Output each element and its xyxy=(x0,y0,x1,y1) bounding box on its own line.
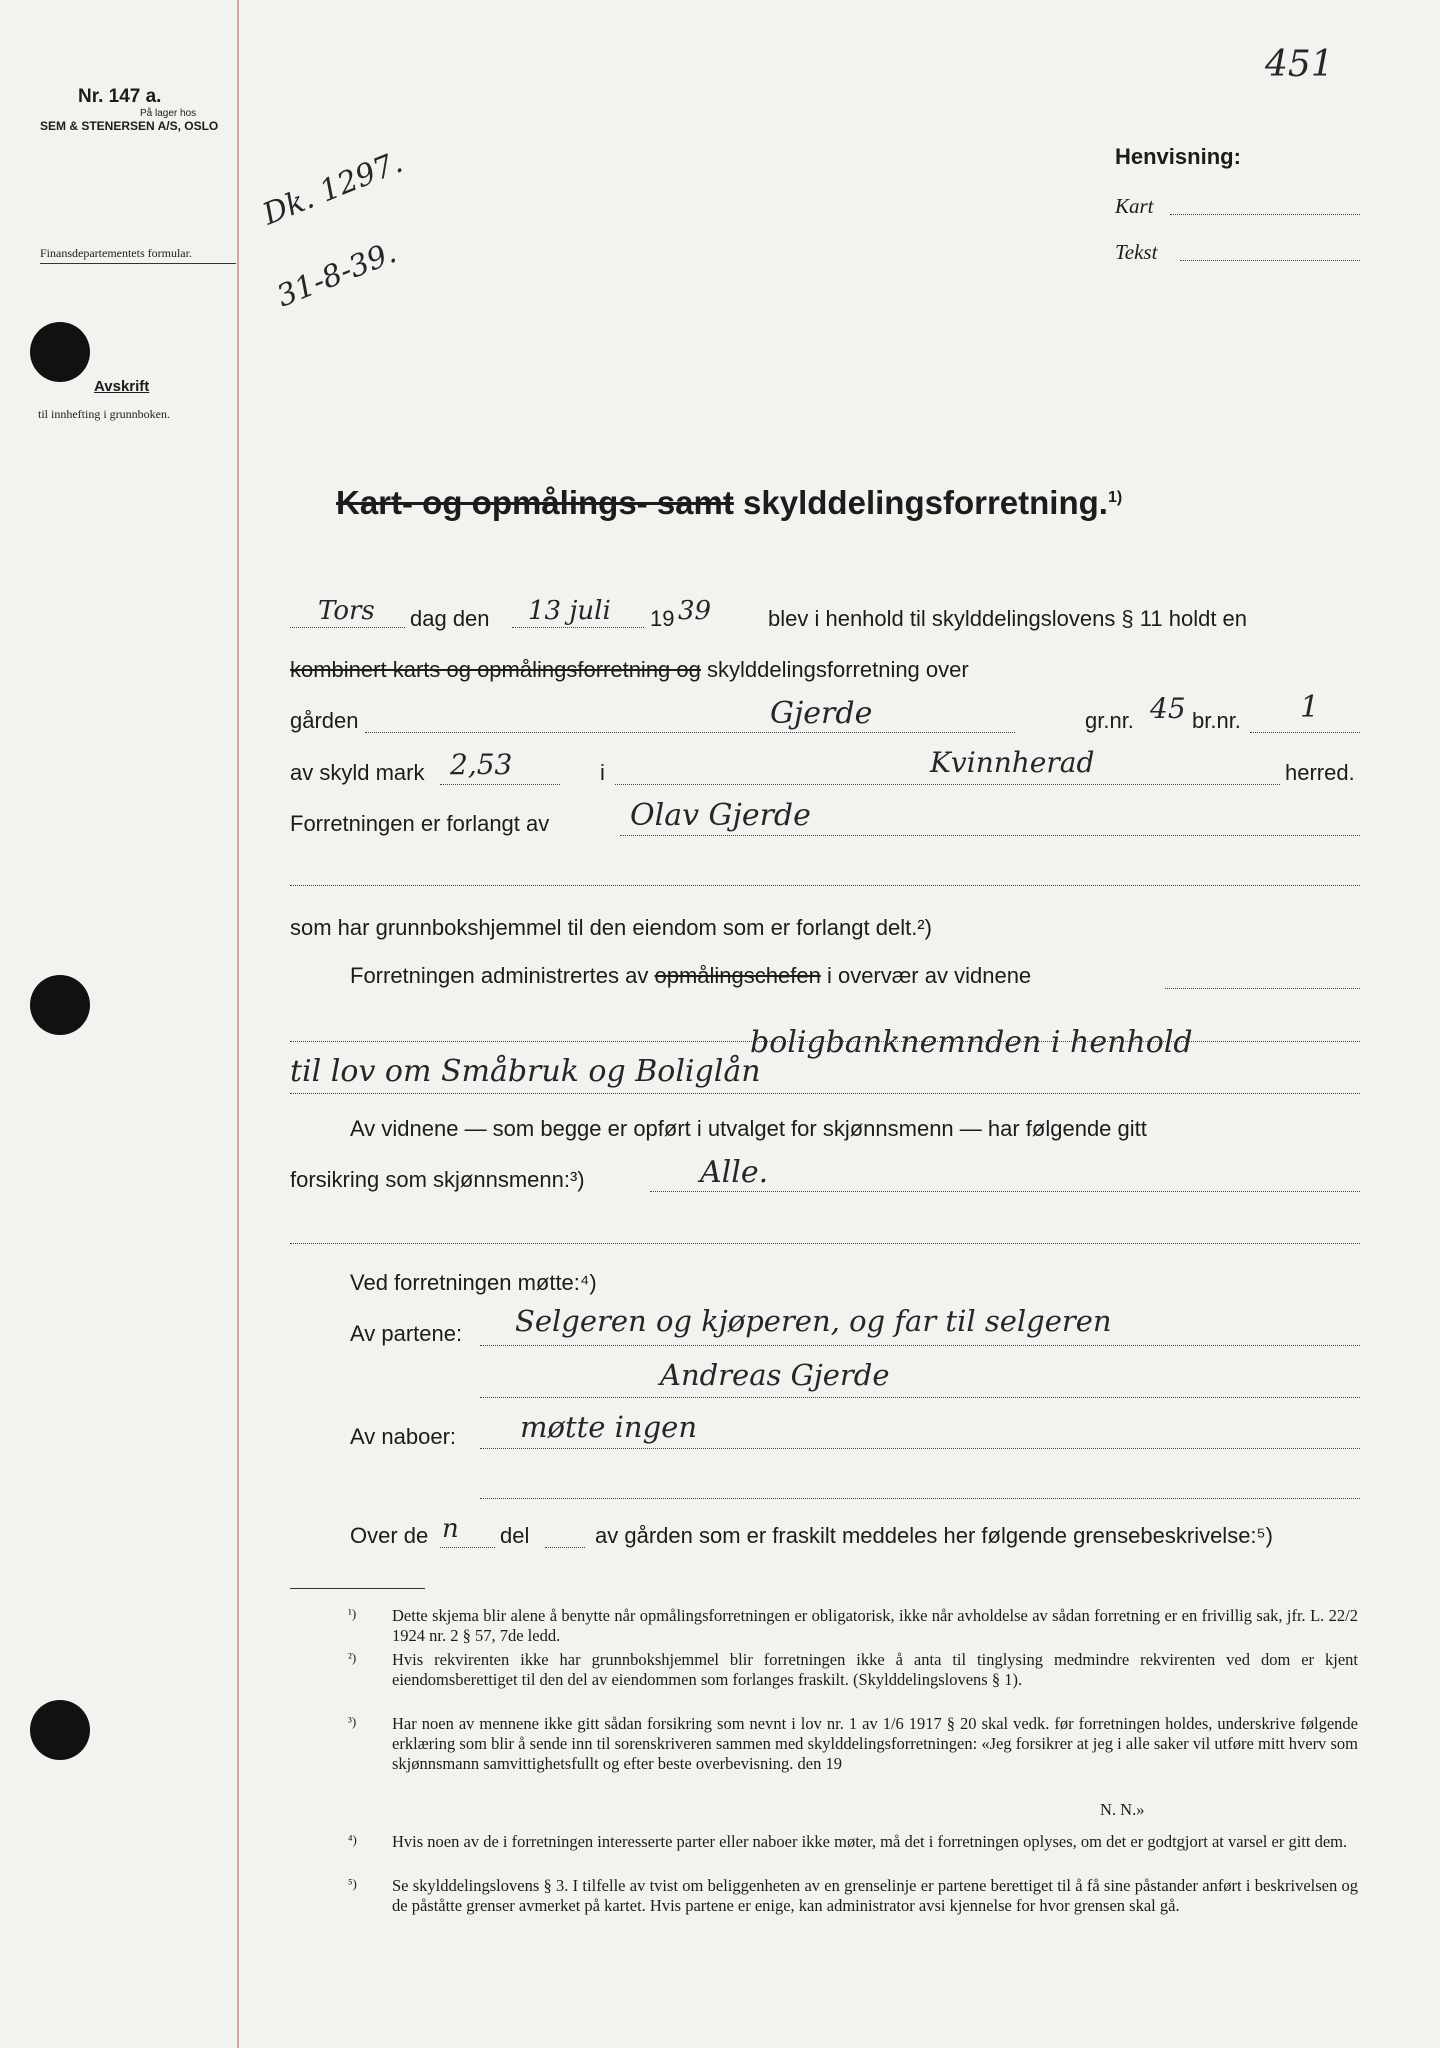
weekday-line xyxy=(290,626,405,628)
witnesses-rule-2 xyxy=(290,1092,1360,1094)
brnr-label: br.nr. xyxy=(1192,708,1241,733)
reference-kart-label: Kart xyxy=(1115,194,1154,218)
requested-by-line-2 xyxy=(290,884,1360,886)
title-struck: Kart- og opmålings- samt xyxy=(336,484,734,521)
form-owner-rule xyxy=(40,263,236,264)
footnote-5-text: Se skylddelingslovens § 3. I tilfelle av tvist om beliggenheten av en grenselinje er partene berettiget til å få sine påstander anført i beskrivelsen og de påståtte grenser avmerket på kartet. Hvis partene er enige, kan administrator avsi kjennelse for hvor grensen skal gå. xyxy=(392,1876,1358,1915)
municipality-line xyxy=(615,783,1280,785)
date-value: 13 juli xyxy=(528,596,611,626)
garden-line xyxy=(365,731,1015,733)
garden-label: gården xyxy=(290,708,359,733)
del-line xyxy=(545,1546,585,1548)
i-label: i xyxy=(600,760,605,785)
assurance-value: Alle. xyxy=(700,1155,769,1190)
line1-text: blev i henhold til skylddelingslovens § 11 holdt en xyxy=(768,606,1248,631)
vidnene-text: Av vidnene — som begge er opført i utvalget for skjønnsmenn — har følgende gitt xyxy=(350,1116,1147,1141)
forsikring-line-2 xyxy=(290,1242,1360,1244)
footnote-5-mark: ⁵) xyxy=(348,1876,357,1891)
title-note: 1) xyxy=(1107,489,1123,506)
footnote-2-text: Hvis rekvirenten ikke har grunnbokshjemmel blir forretningen ikke å anta til tinglysing medmindre rekvirenten ved dom er kjent eiendomsberettiget til den del av eiendommen som forlanges fraskilt. (Skylddelingslovens § 1). xyxy=(392,1650,1358,1689)
avskrift-subtitle: til innhefting i grunnboken. xyxy=(38,407,170,421)
footnote-4-text: Hvis noen av de i forretningen interesserte parter eller naboer ikke møter, må det i forretningen oplyses, om det er godtgjort at varsel er gitt dem. xyxy=(392,1832,1348,1851)
footnote-3-signature: N. N.» xyxy=(1100,1800,1145,1819)
parties-line-1: Selgeren og kjøperen, og far til selgeren xyxy=(515,1304,1112,1338)
page-number: 451 xyxy=(1265,44,1334,85)
skyld-label: av skyld mark xyxy=(290,760,425,785)
partene-line-2 xyxy=(480,1396,1360,1398)
footnote-1-text: Dette skjema blir alene å benytte når opmålingsforretningen er obligatorisk, ikke når avholdelse av sådan forretning er en frivillig sak, jfr. L. 22/2 1924 nr. 2 § 57, 7de ledd. xyxy=(392,1606,1358,1645)
requested-by-line xyxy=(620,834,1360,836)
admin-label: Forretningen administrertes av xyxy=(350,963,649,988)
partene-label: Av partene: xyxy=(350,1321,463,1346)
punch-hole-icon xyxy=(30,1700,90,1760)
form-owner: Finansdepartementets formular. xyxy=(40,246,192,260)
admin-rest: i overvær av vidnene xyxy=(826,963,1032,988)
printer-location: På lager hos xyxy=(140,108,197,119)
witnesses-rule-1 xyxy=(290,1040,1360,1042)
requested-by: Olav Gjerde xyxy=(630,798,811,833)
punch-hole-icon xyxy=(30,322,90,382)
title-main: skylddelingsforretning. xyxy=(743,484,1108,521)
witnesses-line-1: boligbanknemnden i henhold xyxy=(750,1025,1193,1060)
parties-line-2: Andreas Gjerde xyxy=(660,1358,890,1392)
reference-tekst-line xyxy=(1180,259,1360,261)
motte-label: Ved forretningen møtte:⁴) xyxy=(350,1270,597,1295)
document-title xyxy=(336,484,1122,522)
part-suffix: n xyxy=(442,1514,459,1544)
punch-hole-icon xyxy=(30,975,90,1035)
footnote-4-mark: ⁴) xyxy=(348,1832,357,1847)
partene-line xyxy=(480,1344,1360,1346)
admin-struck: opmålingschefen xyxy=(654,963,821,988)
line2-rest: skylddelingsforretning over xyxy=(707,657,969,682)
del-label: del xyxy=(500,1523,530,1548)
witnesses-line-2: til lov om Småbruk og Boliglån xyxy=(290,1054,761,1089)
footnote-1-mark: ¹) xyxy=(348,1606,357,1621)
grnr-label: gr.nr. xyxy=(1085,708,1134,733)
neighbours-value: møtte ingen xyxy=(520,1410,698,1444)
naboer-line xyxy=(480,1447,1360,1449)
grnr-value: 45 xyxy=(1150,692,1186,725)
line2-text xyxy=(290,657,969,683)
footnote-rule xyxy=(290,1588,425,1589)
reference-kart-line xyxy=(1170,213,1360,215)
brnr-value: 1 xyxy=(1300,690,1320,725)
skyld-value: 2,53 xyxy=(450,748,513,781)
skyld-line xyxy=(440,783,560,785)
reference-tekst-label: Tekst xyxy=(1115,240,1158,264)
document-number: Dk. 1297. xyxy=(258,144,408,233)
margin-rule xyxy=(237,0,239,2048)
admin-line xyxy=(1165,987,1360,989)
grense-text: av gården som er fraskilt meddeles her følgende grensebeskrivelse:⁵) xyxy=(595,1523,1273,1548)
year-prefix: 19 xyxy=(650,606,675,631)
footnote-3-mark: ³) xyxy=(348,1714,357,1729)
forlangt-label: Forretningen er forlangt av xyxy=(290,811,550,836)
hjemmel-text: som har grunnbokshjemmel til den eiendom som er forlangt delt.²) xyxy=(290,915,932,940)
brnr-line xyxy=(1250,731,1360,733)
farm-name: Gjerde xyxy=(770,696,873,731)
year-value: 39 xyxy=(678,596,712,626)
weekday: Tors xyxy=(318,596,375,626)
form-number: Nr. 147 a. xyxy=(78,86,162,107)
document-date: 31-8-39. xyxy=(272,235,402,315)
footnote-3-text: Har noen av mennene ikke gitt sådan forsikring som nevnt i lov nr. 1 av 1/6 1917 § 20 skal vedk. før forretningen holdes, underskrive følgende erklæring som blir å sende inn til sorenskriveren sammen med skylddelingsforretningen: «Jeg forsikrer at jeg i alle saker vil utføre mitt hverv som skjønnsmann samvittighetsfullt og efter beste overbevisning. den 19 xyxy=(392,1714,1358,1773)
admin-text xyxy=(350,963,1031,989)
dag-den-label: dag den xyxy=(410,606,490,631)
herred-label: herred. xyxy=(1285,760,1355,785)
date-line xyxy=(512,626,644,628)
forsikring-line xyxy=(650,1190,1360,1192)
footnote-2-mark: ²) xyxy=(348,1650,357,1665)
over-de-label: Over de xyxy=(350,1523,429,1548)
avskrift-label: Avskrift xyxy=(94,378,150,395)
printer-imprint xyxy=(40,86,219,133)
reference-heading: Henvisning: xyxy=(1115,144,1241,169)
naboer-line-2 xyxy=(480,1497,1360,1499)
line2-struck: kombinert karts og opmålingsforretning og xyxy=(290,657,701,682)
municipality: Kvinnherad xyxy=(930,746,1095,779)
naboer-label: Av naboer: xyxy=(350,1424,457,1449)
over-de-line xyxy=(440,1546,495,1548)
publisher: SEM & STENERSEN A/S, OSLO xyxy=(40,119,219,133)
forsikring-label: forsikring som skjønnsmenn:³) xyxy=(290,1167,585,1192)
